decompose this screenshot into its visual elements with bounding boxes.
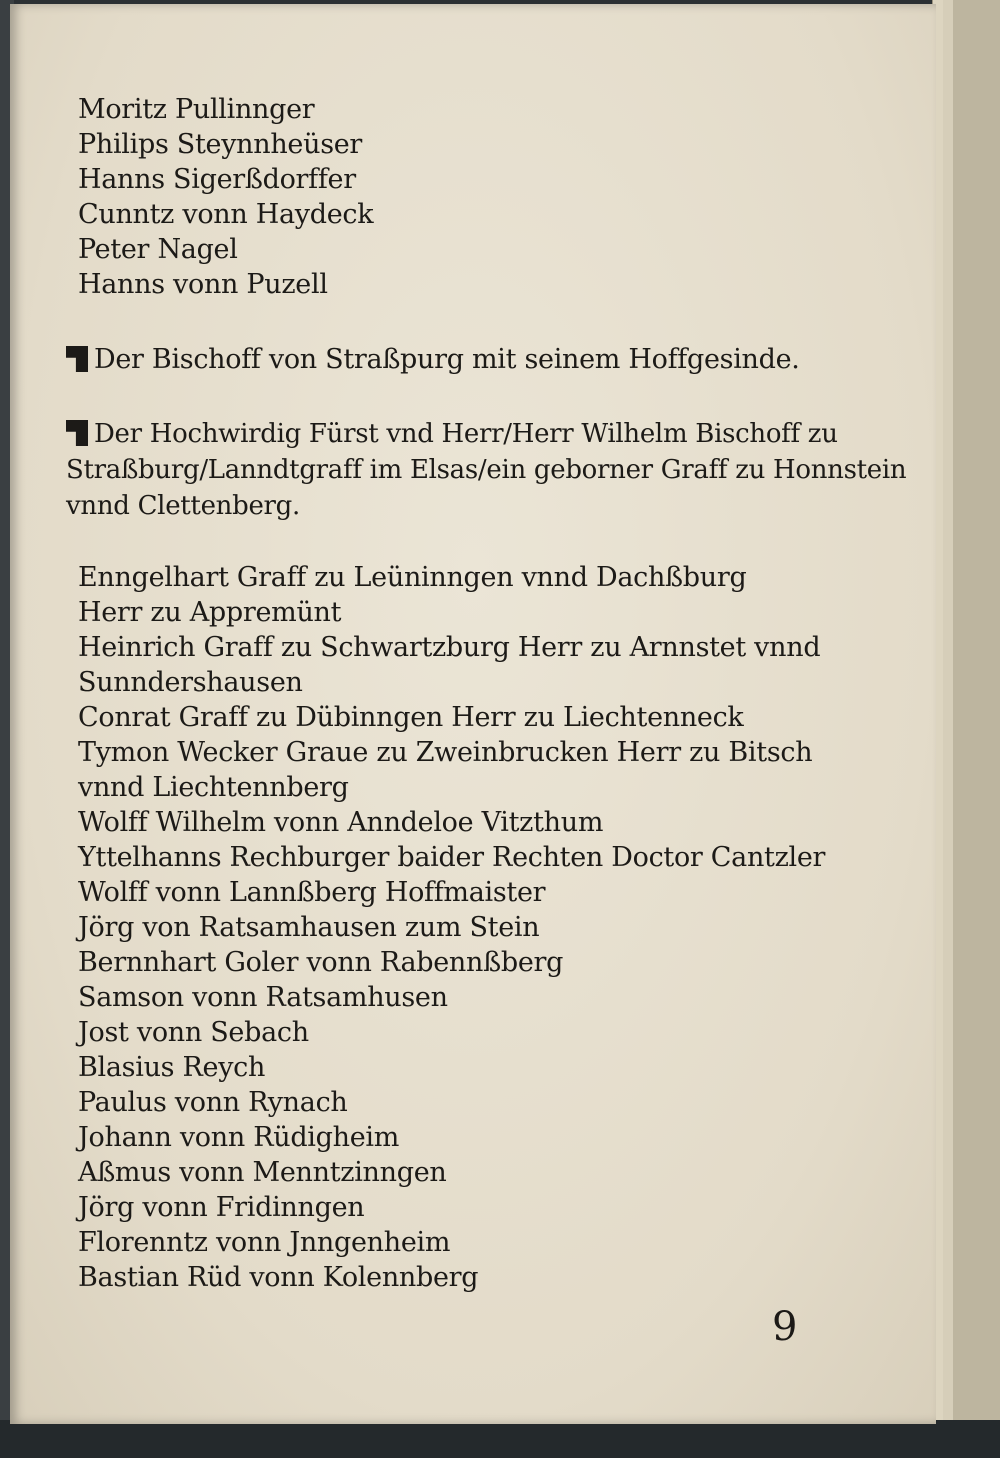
name-line: Samson vonn Ratsamhusen	[78, 982, 448, 1013]
name-line: Bernnhart Goler vonn Rabennßberg	[78, 947, 564, 978]
name-line: Aßmus vonn Menntzinngen	[78, 1157, 447, 1188]
name-line: Johann vonn Rüdigheim	[78, 1122, 400, 1153]
name-line: Wolff Wilhelm vonn Anndeloe Vitzthum	[78, 807, 604, 838]
intro-paragraph	[66, 416, 916, 524]
names-list-top	[78, 92, 918, 302]
heading-text: Der Bischoff von Straßpurg mit seinem Hoffgesinde.	[94, 344, 800, 375]
name-line: Philips Steynnheüser	[78, 129, 363, 160]
name-line: Jost vonn Sebach	[78, 1017, 309, 1048]
name-line: Tymon Wecker Graue zu Zweinbrucken Herr zu Bitsch	[78, 737, 813, 768]
name-line: Moritz Pullinnger	[78, 94, 315, 125]
name-line: Jörg von Ratsamhausen zum Stein	[78, 912, 540, 943]
name-line: Enngelhart Graff zu Leüninngen vnnd Dachßburg	[78, 562, 747, 593]
name-line: Wolff vonn Lannßberg Hoffmaister	[78, 877, 546, 908]
name-line: Hanns vonn Puzell	[78, 269, 328, 300]
section-heading	[66, 342, 906, 377]
name-line: Florenntz vonn Jnngenheim	[78, 1227, 451, 1258]
name-line: Paulus vonn Rynach	[78, 1087, 348, 1118]
paragraph-text: Der Hochwirdig Fürst vnd Herr/Herr Wilhelm Bischoff zu Straßburg/Lanndtgraff im Elsas/ein geborner Graff zu Honnstein vnnd Clettenberg.	[66, 419, 907, 521]
name-line: vnnd Liechtennberg	[78, 772, 349, 803]
name-line: Jörg vonn Fridinngen	[78, 1192, 365, 1223]
name-line: Sunndershausen	[78, 667, 303, 698]
name-line: Peter Nagel	[78, 234, 238, 265]
name-line: Blasius Reych	[78, 1052, 266, 1083]
name-line: Yttelhanns Rechburger baider Rechten Doctor Cantzler	[78, 842, 826, 873]
book-page	[10, 4, 936, 1424]
name-line: Conrat Graff zu Dübinngen Herr zu Liechtenneck	[78, 702, 744, 733]
scan-background-bottom	[0, 1420, 1000, 1458]
name-line: Heinrich Graff zu Schwartzburg Herr zu Arnnstet vnnd	[78, 632, 821, 663]
names-list-bottom	[78, 560, 918, 1295]
pilcrow-icon	[66, 420, 88, 446]
page-number: 9	[772, 1304, 798, 1350]
name-line: Bastian Rüd vonn Kolennberg	[78, 1262, 479, 1293]
page-edge	[948, 0, 1000, 1430]
name-line: Hanns Sigerßdorffer	[78, 164, 356, 195]
pilcrow-icon	[66, 346, 88, 372]
name-line: Herr zu Appremünt	[78, 597, 342, 628]
name-line: Cunntz vonn Haydeck	[78, 199, 374, 230]
